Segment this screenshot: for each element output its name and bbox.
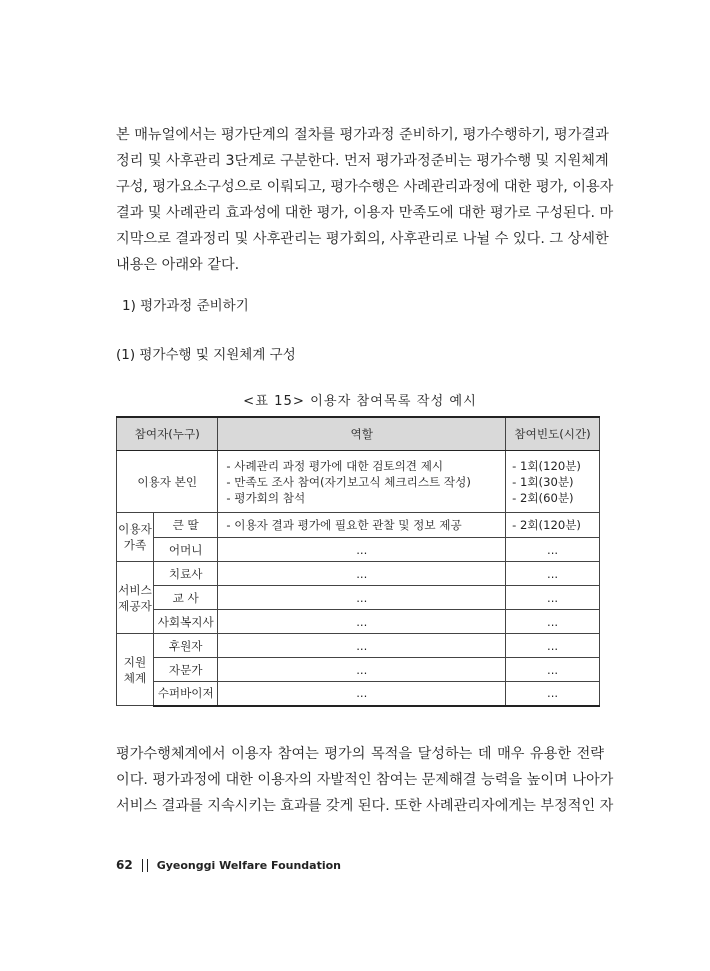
- frequency-cell: ...: [506, 538, 600, 562]
- frequency-cell: [506, 451, 600, 513]
- table-row: [117, 562, 600, 586]
- intro-line: 구성, 평가요소구성으로 이뤄되고, 평가수행은 사례관리과정에 대한 평가, 이용자: [116, 179, 614, 195]
- frequency-cell: ...: [506, 682, 600, 706]
- table-row: [117, 513, 600, 538]
- closing-paragraph: [116, 741, 614, 819]
- table-header-row: [117, 417, 600, 451]
- participant-name: 교 사: [153, 586, 217, 610]
- frequency-cell: ...: [506, 610, 600, 634]
- role-cell: ...: [218, 658, 506, 682]
- intro-paragraph: [116, 122, 614, 278]
- header-role: 역할: [218, 417, 506, 451]
- role-line: - 평가회의 참석: [226, 490, 306, 505]
- table-caption: <표 15> 이용자 참여목록 작성 예시: [243, 394, 477, 409]
- role-line: - 만족도 조사 참여(자기보고식 체크리스트 작성): [226, 474, 471, 489]
- frequency-cell: ...: [506, 634, 600, 658]
- group-label-line: 지원: [123, 654, 147, 669]
- closing-line: 서비스 결과를 지속시키는 효과를 갖게 된다. 또한 사례관리자에게는 부정적인 자: [116, 798, 614, 814]
- participant-name: 큰 딸: [153, 513, 217, 538]
- page-number: 62: [116, 858, 133, 872]
- frequency-cell: ...: [506, 586, 600, 610]
- intro-line: 지막으로 결과정리 및 사후관리는 평가회의, 사후관리로 나뉠 수 있다. 그 상세한: [116, 231, 609, 247]
- group-label-line: 체계: [123, 670, 147, 685]
- group-label-support: [117, 634, 154, 706]
- section-heading: 1) 평가과정 준비하기: [122, 298, 249, 314]
- footer-divider: [142, 859, 148, 872]
- frequency-cell: - 2회(120분): [506, 513, 600, 538]
- table-row: [117, 682, 600, 706]
- table-row: [117, 634, 600, 658]
- participant-name: 후원자: [153, 634, 217, 658]
- role-cell: [218, 451, 506, 513]
- role-cell: ...: [218, 610, 506, 634]
- subsection-heading: (1) 평가수행 및 지원체계 구성: [116, 347, 296, 363]
- foundation-name: Gyeonggi Welfare Foundation: [156, 858, 341, 872]
- group-label-line: 제공자: [118, 598, 152, 613]
- closing-line: 평가수행체계에서 이용자 참여는 평가의 목적을 달성하는 데 매우 유용한 전략: [116, 746, 604, 762]
- role-cell: ...: [218, 562, 506, 586]
- intro-line: 결과 및 사례관리 효과성에 대한 평가, 이용자 만족도에 대한 평가로 구성된다. 마: [116, 205, 614, 221]
- frequency-line: - 1회(120분): [512, 458, 581, 473]
- group-label-family: [117, 513, 154, 562]
- table-row: [117, 538, 600, 562]
- table-row: [117, 451, 600, 513]
- role-cell: ...: [218, 538, 506, 562]
- group-label-line: 서비스: [118, 582, 152, 597]
- frequency-line: - 1회(30분): [512, 474, 574, 489]
- role-cell: ...: [218, 586, 506, 610]
- group-label-provider: [117, 562, 154, 634]
- table-row: [117, 658, 600, 682]
- frequency-cell: ...: [506, 658, 600, 682]
- intro-line: 내용은 아래와 같다.: [116, 257, 240, 273]
- participant-name: 치료사: [153, 562, 217, 586]
- frequency-cell: ...: [506, 562, 600, 586]
- table-row: [117, 610, 600, 634]
- participant-name: 사회복지사: [153, 610, 217, 634]
- intro-line: 정리 및 사후관리 3단계로 구분한다. 먼저 평가과정준비는 평가수행 및 지원체계: [116, 153, 609, 169]
- role-line: - 사례관리 과정 평가에 대한 검토의견 제시: [226, 458, 444, 473]
- closing-line: 이다. 평가과정에 대한 이용자의 자발적인 참여는 문제해결 능력을 높이며 나아가: [116, 772, 614, 788]
- page-footer: [116, 858, 341, 872]
- participant-self: 이용자 본인: [117, 451, 218, 513]
- table-row: [117, 586, 600, 610]
- header-participant: 참여자(누구): [117, 417, 218, 451]
- group-label-line: 가족: [123, 538, 147, 552]
- participant-name: 자문가: [153, 658, 217, 682]
- participant-name: 어머니: [153, 538, 217, 562]
- role-cell: ...: [218, 682, 506, 706]
- participant-table: [116, 416, 600, 707]
- participant-name: 수퍼바이저: [153, 682, 217, 706]
- role-cell: ...: [218, 634, 506, 658]
- intro-line: 본 매뉴얼에서는 평가단계의 절차를 평가과정 준비하기, 평가수행하기, 평가결과: [116, 127, 609, 143]
- group-label-line: 이용자: [118, 522, 152, 536]
- frequency-line: - 2회(60분): [512, 490, 574, 505]
- header-frequency: 참여빈도(시간): [506, 417, 600, 451]
- role-cell: - 이용자 결과 평가에 필요한 관찰 및 정보 제공: [218, 513, 506, 538]
